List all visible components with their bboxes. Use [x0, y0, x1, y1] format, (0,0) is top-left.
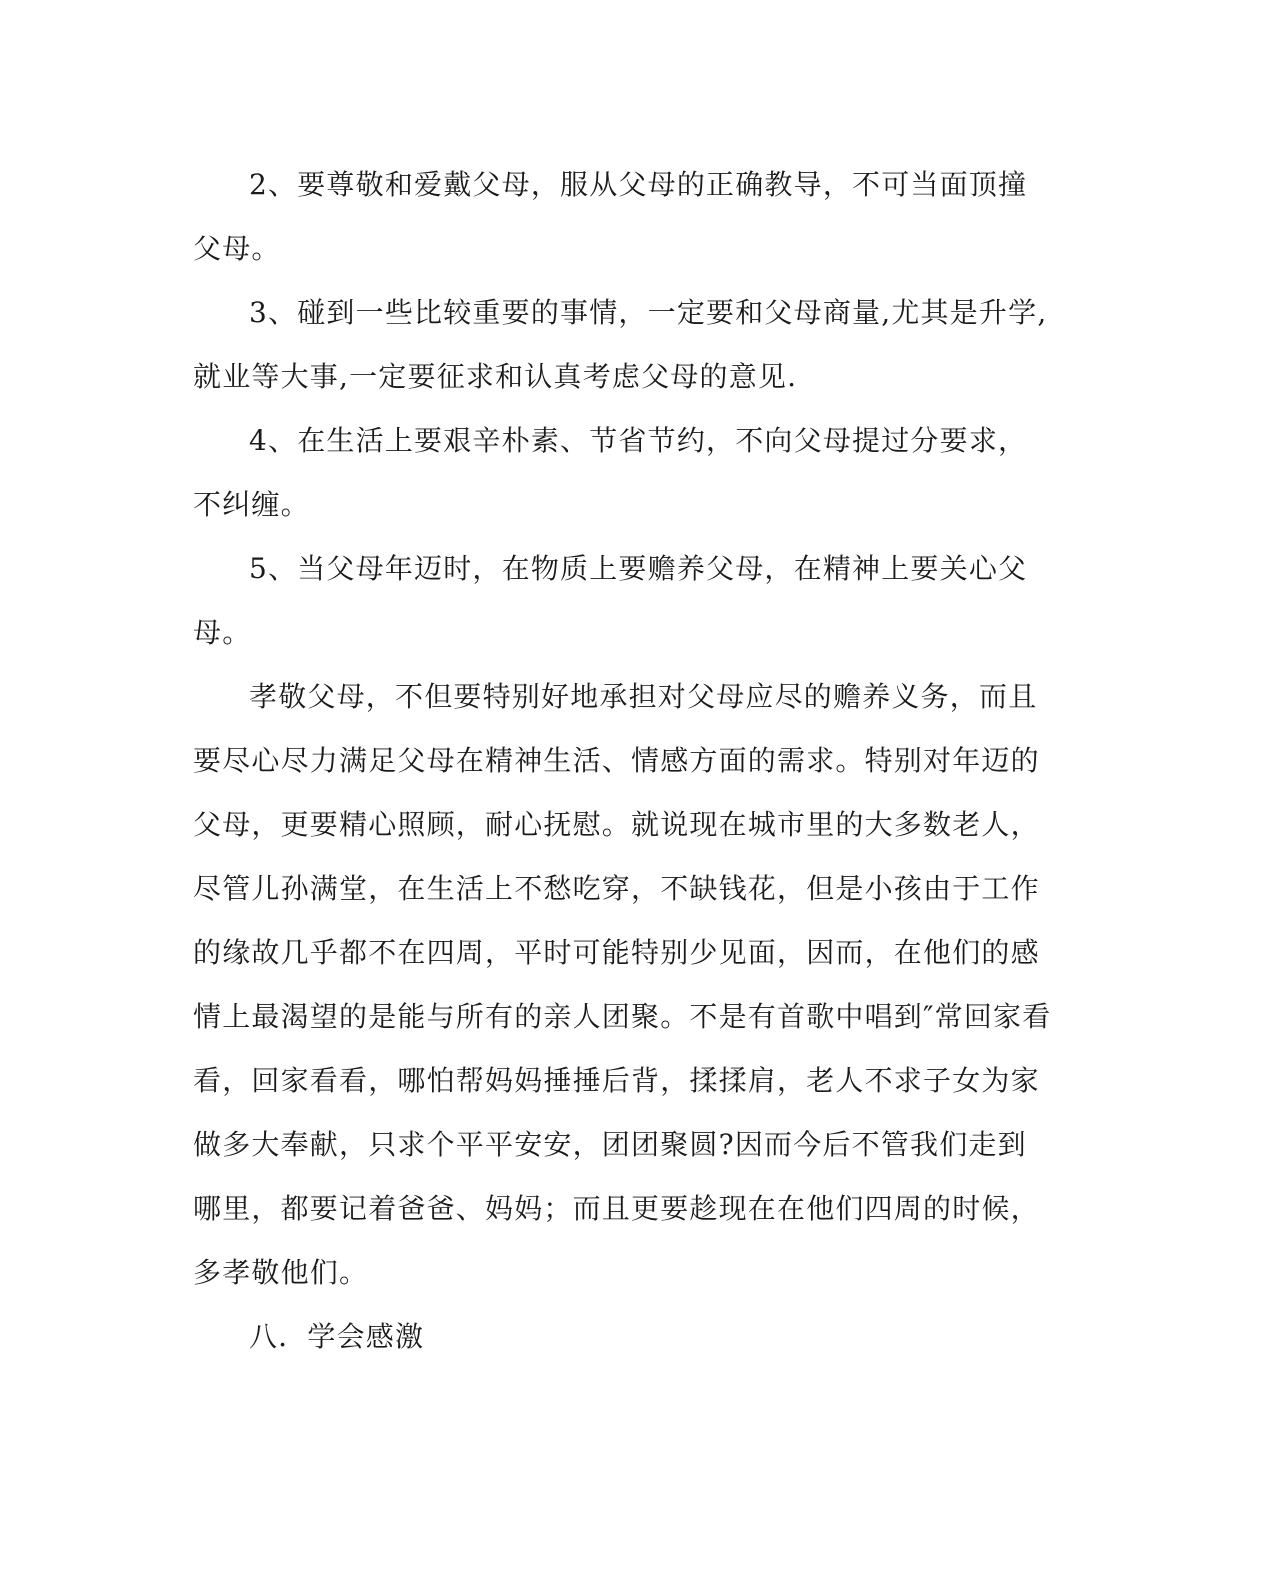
list-item-2: 2、要尊敬和爱戴父母，服从父母的正确教导，不可当面顶撞父母。 [193, 168, 1028, 265]
body-paragraph: 孝敬父母，不但要特别好地承担对父母应尽的赡养义务，而且要尽心尽力满足父母在精神生活、情感方面的需求。特别对年迈的父母，更要精心照顾，耐心抚慰。就说现在城市里的大多数老人，尽管儿孙满堂，在生活上不愁吃穿，不缺钱花，但是小孩由于工作的缘故几乎都不在四周，平时可能特别少见面，因而，在他们的感情上最渴望的是能与所有的亲人团聚。不是有首歌中唱到″常回家看看，回家看看，哪怕帮妈妈捶捶后背，揉揉肩，老人不求子女为家做多大奉献，只求个平平安安，团团聚圆?因而今后不管我们走到哪里，都要记着爸爸、妈妈；而且更要趁现在在他们四周的时候，多孝敬他们。 [193, 680, 1052, 1289]
section-heading: 八．学会感激 [249, 1320, 425, 1353]
list-item-3: 3、碰到一些比较重要的事情，一定要和父母商量,尤其是升学,就业等大事,一定要征求和认真考虑父母的意见. [193, 296, 1048, 393]
list-item-5: 5、当父母年迈时，在物质上要赡养父母，在精神上要关心父母。 [193, 552, 1028, 649]
list-item-4: 4、在生活上要艰辛朴素、节省节约，不向父母提过分要求，不纠缠。 [193, 424, 1028, 521]
